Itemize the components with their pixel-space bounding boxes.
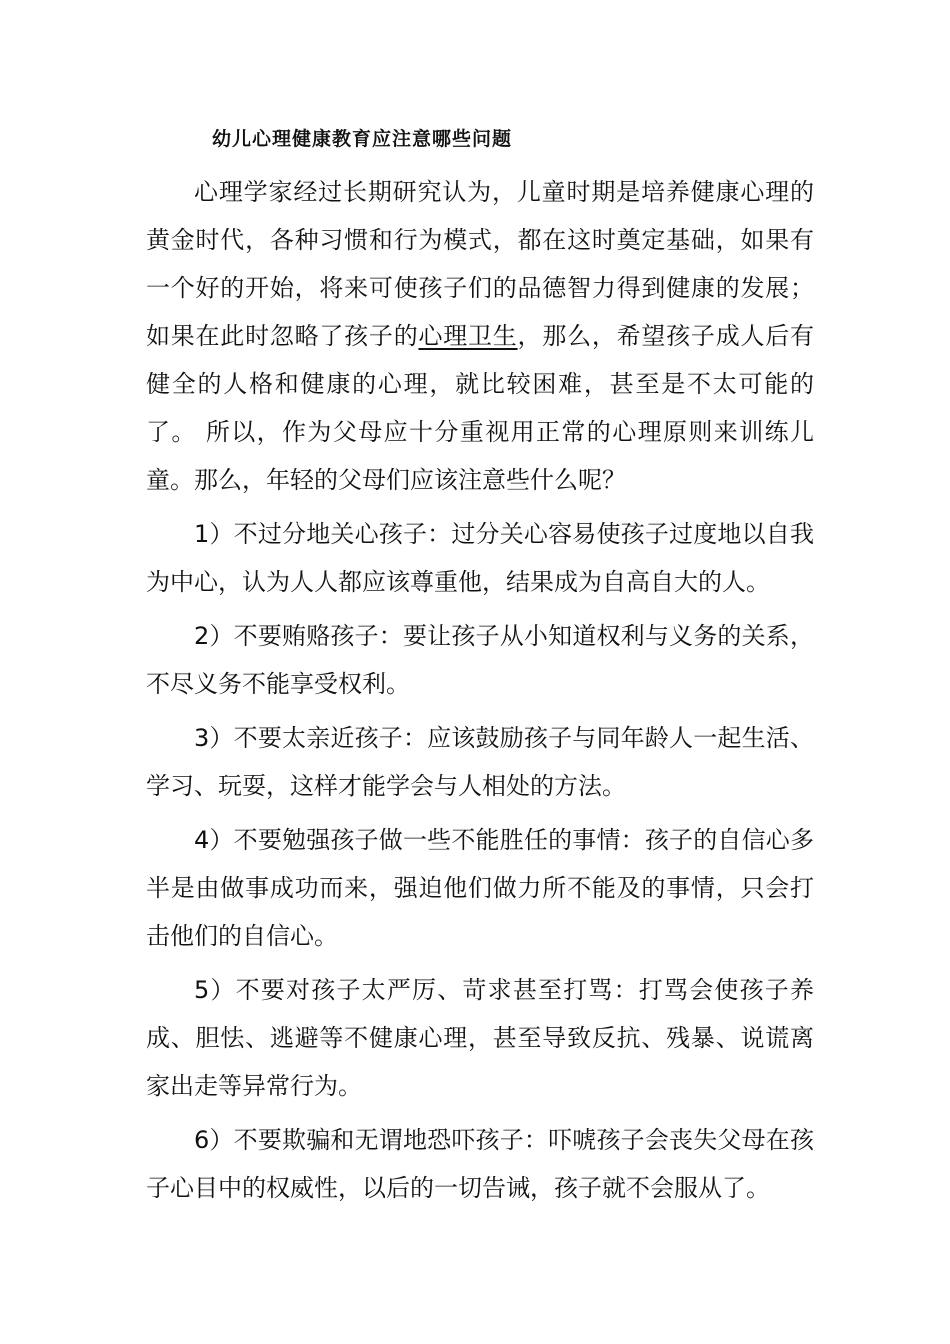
list-item-3: 3）不要太亲近孩子：应该鼓励孩子与同年龄人一起生活、学习、玩耍，这样才能学会与人相处的方法。 [146,724,814,800]
list-item-4: 4）不要勉强孩子做一些不能胜任的事情：孩子的自信心多半是由做事成功而来，强迫他们做力所不能及的事情，只会打击他们的自信心。 [146,826,814,950]
list-item-2: 2）不要贿赂孩子：要让孩子从小知道权利与义务的关系，不尽义务不能享受权利。 [146,622,814,698]
list-item-1: 1）不过分地关心孩子：过分关心容易使孩子过度地以自我为中心，认为人人都应该尊重他，结果成为自高自大的人。 [146,520,814,596]
intro-paragraph [146,168,814,504]
document-title: 幼儿心理健康教育应注意哪些问题 [212,128,513,150]
intro-text-end: ，那么，希望孩子成人后有健全的人格和健康的心理，就比较困难，甚至是不太可能的了。 所以，作为父母应十分重视用正常的心理原则来训练儿童。那么，年轻的父母们应该注意些什么呢？ [146,322,815,494]
list-item-6: 6）不要欺骗和无谓地恐吓孩子：吓唬孩子会丧失父母在孩子心目中的权威性，以后的一切告诫，孩子就不会服从了。 [146,1126,814,1202]
mental-hygiene-link[interactable]: 心理卫生 [418,322,518,350]
intro-text-start: 心理学家经过长期研究认为，儿童时期是培养健康心理的黄金时代，各种习惯和行为模式，都在这时奠定基础，如果有一个好的开始，将来可使孩子们的品德智力得到健康的发展；如果在此时忽略了孩子的 [146,178,814,350]
list-item-5: 5）不要对孩子太严厉、苛求甚至打骂：打骂会使孩子养成、胆怯、逃避等不健康心理，甚至导致反抗、残暴、说谎离家出走等异常行为。 [146,976,814,1100]
document-body [146,168,814,1212]
